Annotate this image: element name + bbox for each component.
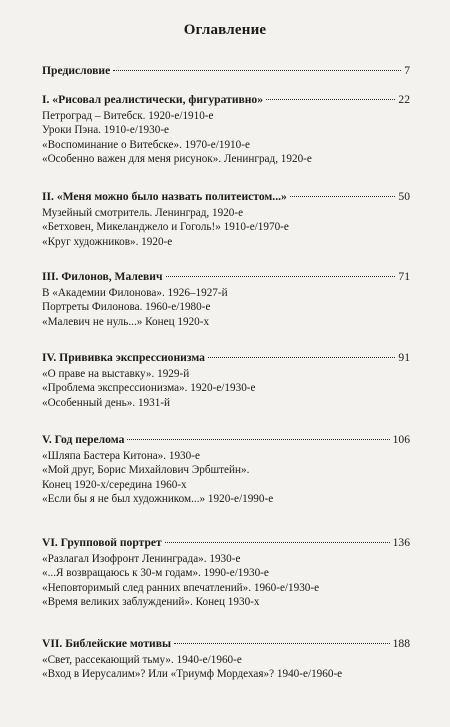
subsection-item: «Малевич не нуль...» Конец 1920-х: [42, 315, 210, 328]
subsection-list: [42, 109, 410, 167]
toc-entry-chapter-2: [42, 190, 410, 249]
page-number: 22: [398, 93, 410, 106]
section-title: V. Год перелома: [42, 433, 125, 446]
page-title: Оглавление: [183, 22, 267, 38]
dot-leader: [166, 276, 396, 277]
toc-entry-chapter-5: [42, 433, 410, 507]
subsection-item: «Вход в Иерусалим»? Или «Триумф Мордехая»? 1940-е/1960-е: [42, 668, 343, 681]
subsection-item: «Свет, рассекающий тьму». 1940-е/1960-е: [42, 654, 242, 666]
page-number: 50: [398, 190, 410, 203]
dot-leader: [208, 357, 395, 358]
toc-entry-chapter-6: [42, 536, 410, 610]
toc-entry-chapter-4: [42, 351, 410, 410]
subsection-item: Петроград – Витебск. 1920-е/1910-е: [42, 110, 214, 122]
subsection-list: [42, 206, 410, 249]
subsection-item: «Мой друг, Борис Михайлович Эрбштейн».: [42, 464, 250, 477]
dot-leader: [290, 196, 396, 197]
toc-entry-chapter-3: [42, 270, 410, 329]
subsection-item: «Разлагал Изофронт Ленинграда». 1930-е: [42, 553, 241, 565]
toc-entry-chapter-1: [42, 93, 410, 167]
subsection-item: «Круг художников». 1920-е: [42, 235, 173, 248]
subsection-item: «О праве на выставку». 1929-й: [42, 368, 190, 380]
page-number: 91: [398, 351, 410, 364]
section-title: III. Филонов, Малевич: [42, 270, 163, 283]
toc-heading-row: [42, 190, 410, 203]
subsection-list: [42, 552, 410, 610]
dot-leader: [165, 542, 390, 543]
subsection-item: «Воспоминание о Витебске». 1970-е/1910-е: [42, 138, 250, 151]
page-number: 71: [398, 270, 410, 283]
dot-leader: [174, 643, 390, 644]
toc-heading-row: [42, 637, 410, 650]
page-number: 188: [392, 637, 410, 650]
section-title: Предисловие: [42, 64, 111, 77]
subsection-item: «Особенно важен для меня рисунок». Ленинград, 1920-е: [42, 153, 312, 166]
subsection-item: Уроки Пэна. 1910-е/1930-е: [42, 124, 170, 137]
toc-entry-preface: [42, 64, 410, 77]
toc-heading-row: [42, 433, 410, 446]
subsection-item: «Проблема экспрессионизма». 1920-е/1930-е: [42, 382, 256, 395]
section-title: VII. Библейские мотивы: [42, 637, 172, 650]
subsection-item: «Если бы я не был художником...» 1920-е/1990-е: [42, 493, 274, 506]
section-title: I. «Рисовал реалистически, фигуративно»: [42, 93, 264, 106]
subsection-item: Конец 1920-х/середина 1960-х: [42, 478, 187, 491]
dot-leader: [127, 439, 389, 440]
subsection-item: «...Я возвращаюсь к 30-м годам». 1990-е/1930-е: [42, 567, 269, 580]
dot-leader: [113, 70, 401, 71]
toc-entry-chapter-7: [42, 637, 410, 682]
section-title: VI. Групповой портрет: [42, 536, 162, 549]
page-number: 7: [404, 64, 410, 77]
subsection-list: [42, 653, 410, 682]
subsection-item: Музейный смотритель. Ленинград, 1920-е: [42, 207, 244, 219]
section-title: IV. Прививка экспрессионизма: [42, 351, 205, 364]
toc-heading-row: [42, 270, 410, 283]
page-number: 136: [392, 536, 410, 549]
subsection-item: «Бетховен, Микеланджело и Гоголь!» 1910-е/1970-е: [42, 221, 289, 234]
subsection-list: [42, 286, 410, 329]
toc-heading-row: [42, 536, 410, 549]
subsection-item: «Шляпа Бастера Китона». 1930-е: [42, 450, 200, 462]
subsection-item: В «Академии Филонова». 1926–1927-й: [42, 287, 228, 299]
toc-heading-row: [42, 64, 410, 77]
subsection-item: «Время великих заблуждений». Конец 1930-х: [42, 596, 260, 609]
section-title: II. «Меня можно было назвать политеистом...»: [42, 190, 287, 203]
subsection-list: [42, 367, 410, 410]
dot-leader: [266, 99, 395, 100]
subsection-item: «Неповторимый след ранних впечатлений». 1960-е/1930-е: [42, 581, 320, 594]
subsection-list: [42, 449, 410, 507]
subsection-item: Портреты Филонова. 1960-е/1980-е: [42, 301, 211, 314]
toc-heading-row: [42, 351, 410, 364]
page-number: 106: [392, 433, 410, 446]
toc-heading-row: [42, 93, 410, 106]
subsection-item: «Особенный день». 1931-й: [42, 396, 171, 409]
